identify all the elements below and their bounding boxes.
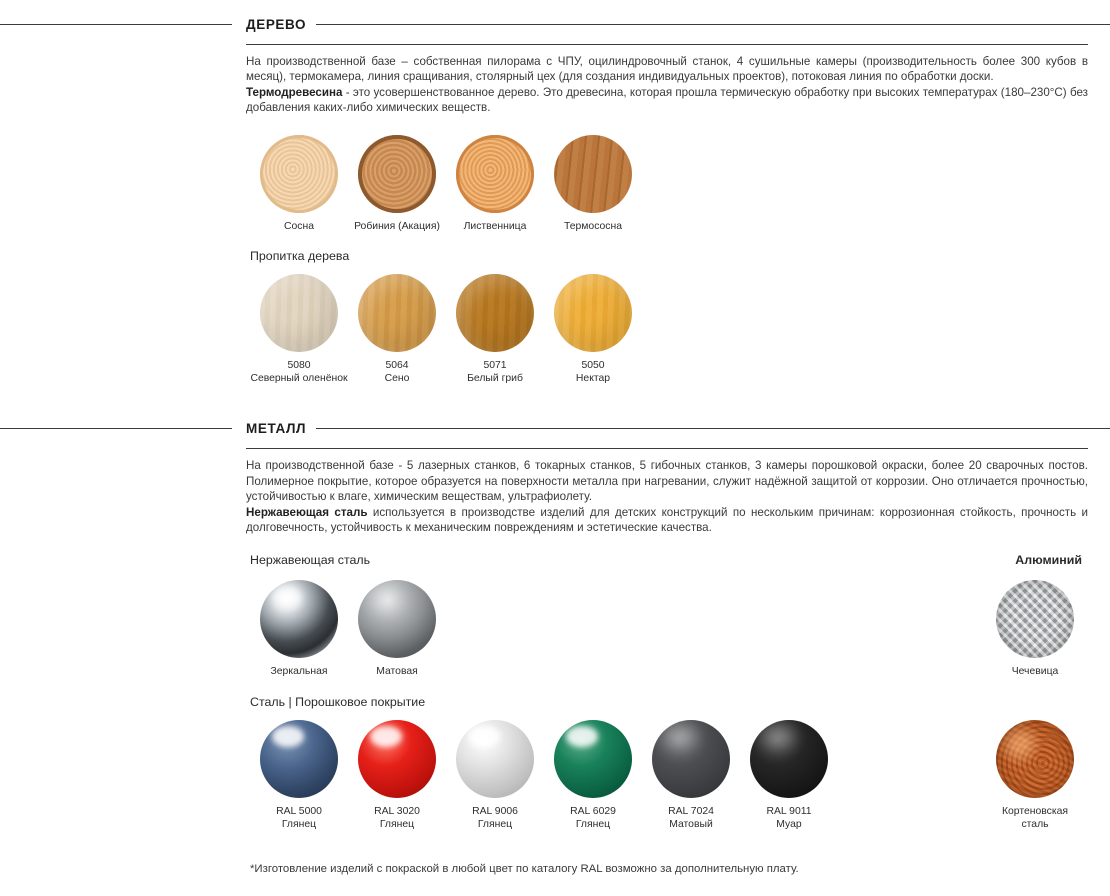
- wood-swatch-row: [250, 134, 1110, 234]
- swatch-disc-wrap: [348, 273, 446, 353]
- ral-3020-sphere: [358, 720, 436, 798]
- ral-6029-sphere: [554, 720, 632, 798]
- swatch-label-line2: Матовый: [669, 818, 713, 830]
- swatch-label-line1: RAL 3020: [374, 806, 420, 818]
- swatch-caption: [544, 221, 642, 234]
- swatch-label-line1: RAL 6029: [570, 806, 616, 818]
- stainless-label-row: [0, 553, 1110, 569]
- swatch-ral-9011[interactable]: [740, 719, 838, 831]
- swatch-label-line2: Северный оленёнок: [250, 372, 348, 384]
- powder-coat-swatches: [250, 719, 1110, 831]
- swatch-5064[interactable]: [348, 273, 446, 385]
- heading-rule-left: [0, 24, 232, 25]
- swatch-disc-wrap: [348, 719, 446, 799]
- swatch-caption: [446, 806, 544, 831]
- wood-paragraph-1: На производственной базе – собственная пилорама с ЧПУ, оцилиндровочный станок, 4 сушильные камеры (производительность более 300 кубов в месяц), термокамера, линия сращивания, столярный цех (для создания индивидуальных проектов), потоковая линия по обработки доски.: [246, 55, 1088, 84]
- swatch-sosna[interactable]: [250, 134, 348, 234]
- swatch-label-line1: Сосна: [284, 220, 314, 232]
- swatch-5080[interactable]: [250, 273, 348, 385]
- swatch-label-line1: RAL 9006: [472, 806, 518, 818]
- swatch-caption: [250, 806, 348, 831]
- heading-rule-left: [0, 428, 232, 429]
- group-label-powder-coat: Сталь | Порошковое покрытие: [250, 695, 426, 710]
- swatch-disc-wrap: [642, 719, 740, 799]
- footnote: *Изготовление изделий с покраской в любой цвет по каталогу RAL возможно за дополнительную плату.: [250, 863, 799, 876]
- swatch-label-line1: RAL 7024: [668, 806, 714, 818]
- wood-listvennitsa-disc: [456, 135, 534, 213]
- swatch-label-line1: RAL 9011: [766, 806, 812, 818]
- swatch-label-line2: Глянец: [379, 818, 415, 830]
- heading-rule-right: [316, 24, 1110, 25]
- swatch-aluminium-chechevitsa[interactable]: [986, 579, 1084, 679]
- swatch-matte-steel[interactable]: [348, 579, 446, 679]
- section-header-metal: [0, 421, 1110, 436]
- wood-paragraph-2-rest: - это усовершенствованное дерево. Это древесина, которая прошла термическую обработку при высоких температурах (180–230°С) без добавления каких-либо химических веществ.: [246, 85, 1088, 115]
- metal-paragraph-2-rest: используется в производстве изделий для детских конструкций по нескольким причинам: коррозионная стойкость, прочность и долговечность, устойчивость к механическим повреждениям и эстетические качества.: [246, 505, 1088, 535]
- swatch-disc-wrap: [250, 273, 348, 353]
- swatch-ral-7024[interactable]: [642, 719, 740, 831]
- swatch-disc-wrap: [986, 579, 1084, 659]
- wood-paragraph-2-lead: Термодревесина: [246, 85, 343, 99]
- swatch-caption: [250, 221, 348, 234]
- swatch-disc-wrap: [740, 719, 838, 799]
- swatch-caption: [446, 360, 544, 385]
- swatch-disc-wrap: [348, 134, 446, 214]
- impregnation-swatch-row: [250, 273, 1110, 385]
- swatch-corten-steel[interactable]: [986, 719, 1084, 831]
- section-header-wood: [0, 17, 1110, 32]
- swatch-label-line1: 5064: [385, 360, 409, 372]
- aluminium-chechevitsa-disc: [996, 580, 1074, 658]
- imp-5064-disc: [358, 274, 436, 352]
- swatch-ral-5000[interactable]: [250, 719, 348, 831]
- swatch-label-line1: RAL 5000: [276, 806, 322, 818]
- swatch-label-line2: Нектар: [575, 372, 611, 384]
- swatch-label-line1: Матовая: [376, 666, 418, 678]
- stainless-swatch-row: [0, 579, 1110, 679]
- swatch-disc-wrap: [250, 579, 348, 659]
- group-label-aluminium: Алюминий: [1015, 553, 1082, 568]
- group-label-propitka: Пропитка дерева: [250, 249, 350, 264]
- swatch-caption: [986, 806, 1084, 831]
- swatch-label-line2: Глянец: [281, 818, 317, 830]
- heading-rule-right: [316, 428, 1110, 429]
- swatch-listvennitsa[interactable]: [446, 134, 544, 234]
- metal-paragraph-1: На производственной базе - 5 лазерных станков, 6 токарных станков, 5 гибочных станков, 3 камеры порошковой окраски, более 20 сварочных постов. Полимерное покрытие, которое образуется на поверхности металла при нагревании, служит надёжной защитой от коррозии. Оно отличается прочностью, устойчивостью к влаге, химическим веществам, ультрафиолету.: [246, 459, 1088, 504]
- swatch-disc-wrap: [446, 719, 544, 799]
- group-label-stainless: Нержавеющая сталь: [250, 553, 371, 568]
- swatch-caption: [348, 360, 446, 385]
- swatch-label-line2: сталь: [1021, 818, 1049, 830]
- swatch-robinia[interactable]: [348, 134, 446, 234]
- metal-paragraph-2: [246, 505, 1088, 536]
- powder-coat-swatch-row: [0, 719, 1110, 831]
- ral-9006-sphere: [456, 720, 534, 798]
- heading-underline-wood: [246, 44, 1088, 45]
- swatch-label-line2: Глянец: [575, 818, 611, 830]
- swatch-ral-3020[interactable]: [348, 719, 446, 831]
- swatch-caption: [986, 666, 1084, 679]
- catalog-page: [0, 17, 1110, 896]
- swatch-caption: [740, 806, 838, 831]
- swatch-caption: [250, 666, 348, 679]
- imp-5080-disc: [260, 274, 338, 352]
- swatch-termososna[interactable]: [544, 134, 642, 234]
- swatch-disc-wrap: [544, 273, 642, 353]
- wood-sosna-disc: [260, 135, 338, 213]
- swatch-5071[interactable]: [446, 273, 544, 385]
- heading-underline-metal: [246, 448, 1088, 449]
- wood-termososna-disc: [554, 135, 632, 213]
- steel-matte-sphere: [358, 580, 436, 658]
- swatch-label-line1: 5050: [581, 360, 605, 372]
- steel-mirror-sphere: [260, 580, 338, 658]
- ral-5000-sphere: [260, 720, 338, 798]
- swatch-label-line2: Сено: [384, 372, 410, 384]
- swatch-caption: [642, 806, 740, 831]
- ral-7024-sphere: [652, 720, 730, 798]
- swatch-caption: [544, 360, 642, 385]
- imp-5071-disc: [456, 274, 534, 352]
- section-title-wood: ДЕРЕВО: [246, 17, 307, 32]
- swatch-label-line1: Чечевица: [1011, 666, 1059, 678]
- swatch-caption: [544, 806, 642, 831]
- swatch-disc-wrap: [446, 273, 544, 353]
- swatch-label-line1: Кортеновская: [1001, 806, 1069, 818]
- swatch-label-line1: Зеркальная: [270, 666, 328, 678]
- swatch-caption: [348, 666, 446, 679]
- swatch-caption: [446, 221, 544, 234]
- swatch-label-line1: 5071: [483, 360, 507, 372]
- swatch-disc-wrap: [250, 134, 348, 214]
- wood-paragraph-2: [246, 85, 1088, 116]
- ral-9011-sphere: [750, 720, 828, 798]
- swatch-mirror-steel[interactable]: [250, 579, 348, 679]
- section-title-metal: МЕТАЛЛ: [246, 421, 307, 437]
- swatch-disc-wrap: [986, 719, 1084, 799]
- stainless-swatches: [250, 579, 1110, 679]
- swatch-ral-6029[interactable]: [544, 719, 642, 831]
- swatch-label-line2: Глянец: [477, 818, 513, 830]
- swatch-label-line1: Термососна: [563, 220, 623, 232]
- swatch-disc-wrap: [544, 719, 642, 799]
- swatch-disc-wrap: [544, 134, 642, 214]
- swatch-5050[interactable]: [544, 273, 642, 385]
- metal-paragraph-2-lead: Нержавеющая сталь: [246, 505, 368, 519]
- swatch-caption: [250, 360, 348, 385]
- swatch-label-line2: Муар: [776, 818, 802, 830]
- swatch-label-line1: 5080: [287, 360, 311, 372]
- swatch-caption: [348, 221, 446, 234]
- swatch-label-line2: Белый гриб: [467, 372, 523, 384]
- swatch-caption: [348, 806, 446, 831]
- swatch-disc-wrap: [446, 134, 544, 214]
- swatch-ral-9006[interactable]: [446, 719, 544, 831]
- swatch-label-line1: Лиственница: [463, 220, 527, 232]
- imp-5050-disc: [554, 274, 632, 352]
- swatch-disc-wrap: [250, 719, 348, 799]
- swatch-label-line1: Робиния (Акация): [354, 220, 440, 232]
- corten-steel-disc: [996, 720, 1074, 798]
- wood-robinia-disc: [358, 135, 436, 213]
- swatch-disc-wrap: [348, 579, 446, 659]
